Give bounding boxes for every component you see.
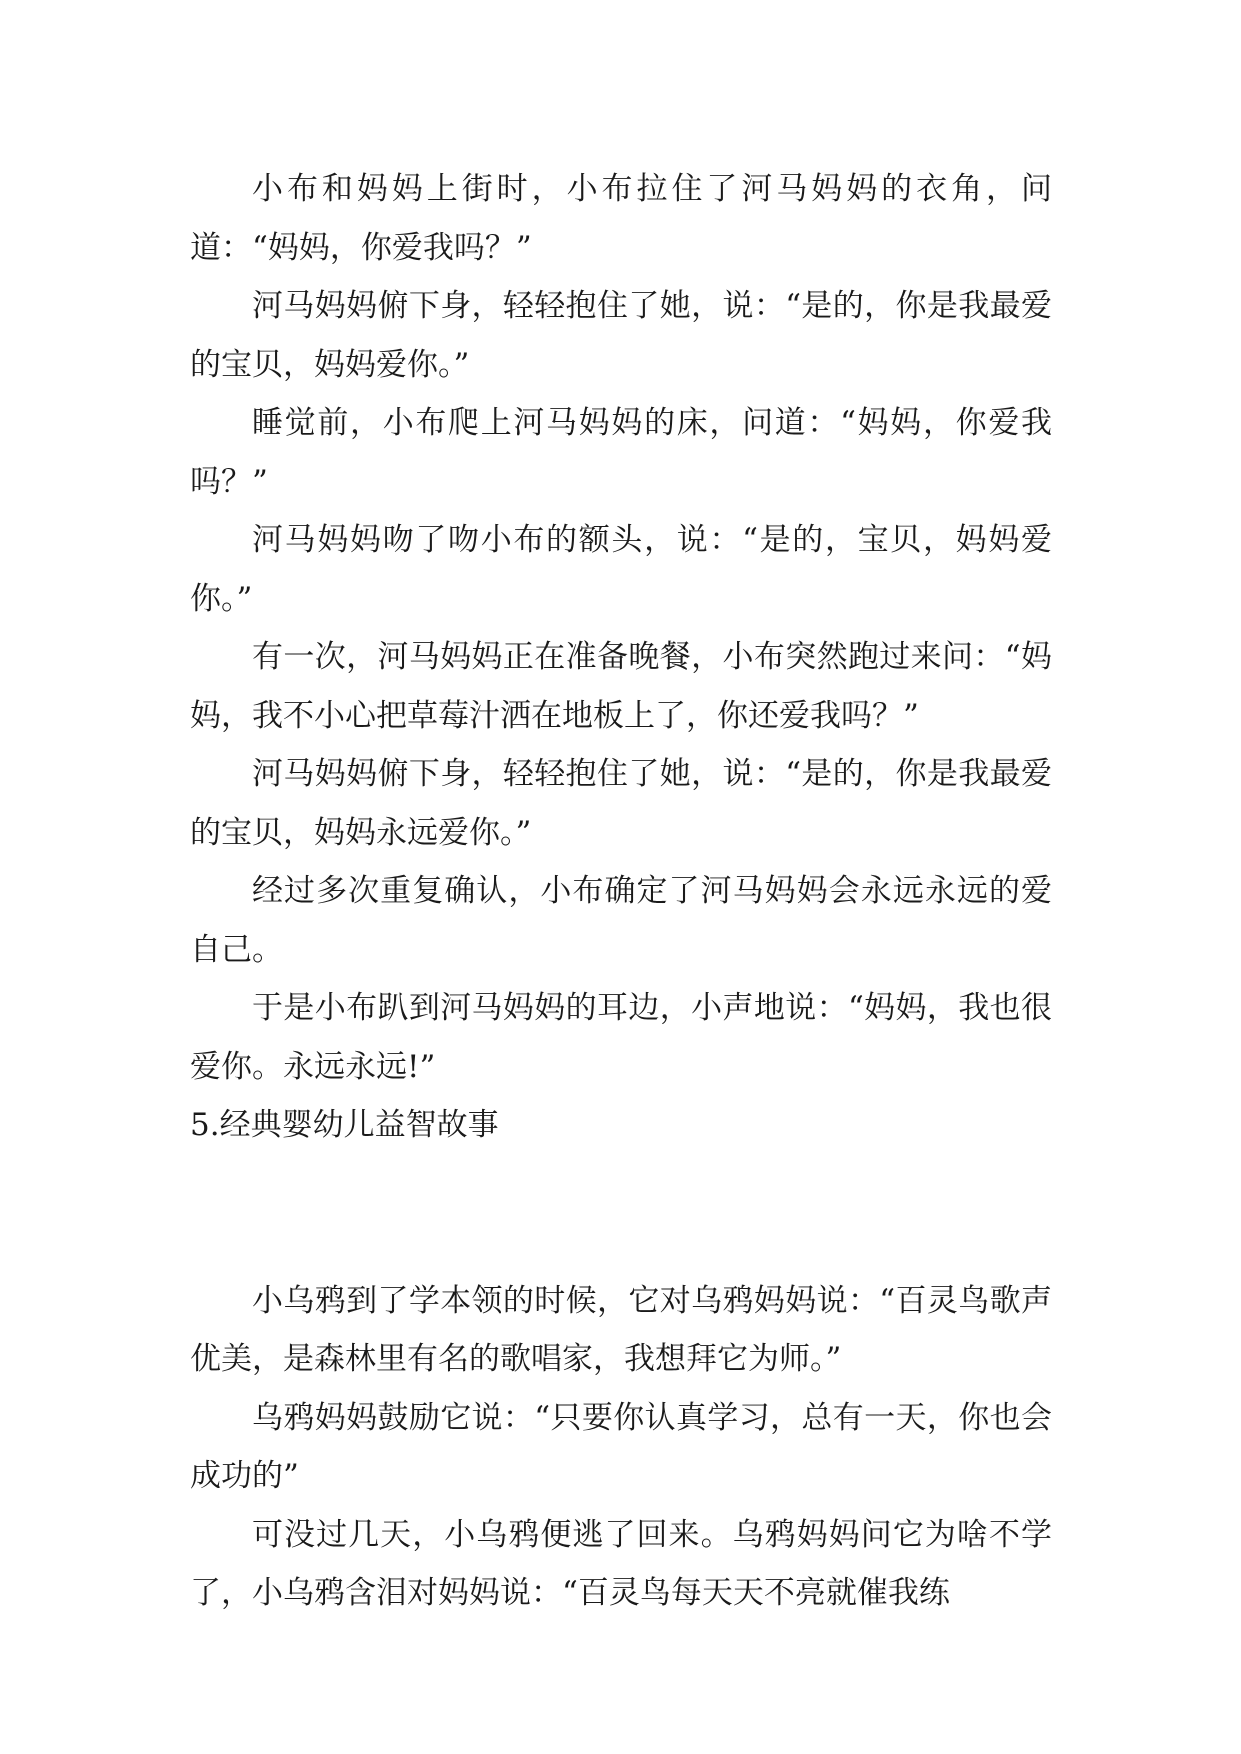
story-paragraph: 经过多次重复确认，小布确定了河马妈妈会永远永远的爱自己。 (190, 873, 1052, 968)
story-paragraph: 河马妈妈吻了吻小布的额头，说：“是的，宝贝，妈妈爱你。” (190, 522, 1052, 617)
story-paragraph: 小布和妈妈上街时，小布拉住了河马妈妈的衣角，问道：“妈妈，你爱我吗？” (190, 171, 1052, 266)
section-spacer (190, 1155, 1052, 1272)
story-paragraph: 可没过几天，小乌鸦便逃了回来。乌鸦妈妈问它为啥不学了，小乌鸦含泪对妈妈说：“百灵鸟每天天不亮就催我练 (190, 1516, 1052, 1611)
story-paragraph: 河马妈妈俯下身，轻轻抱住了她，说：“是的，你是我最爱的宝贝，妈妈永远爱你。” (190, 756, 1052, 851)
story-paragraph: 乌鸦妈妈鼓励它说：“只要你认真学习，总有一天，你也会成功的” (190, 1399, 1052, 1494)
story-paragraph: 河马妈妈俯下身，轻轻抱住了她，说：“是的，你是我最爱的宝贝，妈妈爱你。” (190, 288, 1052, 383)
document-body (190, 160, 1052, 1623)
story-paragraph: 有一次，河马妈妈正在准备晚餐，小布突然跑过来问：“妈妈，我不小心把草莓汁洒在地板上了，你还爱我吗？” (190, 639, 1052, 734)
story-paragraph: 小乌鸦到了学本领的时候，它对乌鸦妈妈说：“百灵鸟歌声优美，是森林里有名的歌唱家，我想拜它为师。” (190, 1282, 1052, 1377)
story-paragraph: 睡觉前，小布爬上河马妈妈的床，问道：“妈妈，你爱我吗？” (190, 405, 1052, 500)
section-heading: 5.经典婴幼儿益智故事 (190, 1107, 499, 1143)
story-paragraph: 于是小布趴到河马妈妈的耳边，小声地说：“妈妈，我也很爱你。永远永远!” (190, 990, 1052, 1085)
